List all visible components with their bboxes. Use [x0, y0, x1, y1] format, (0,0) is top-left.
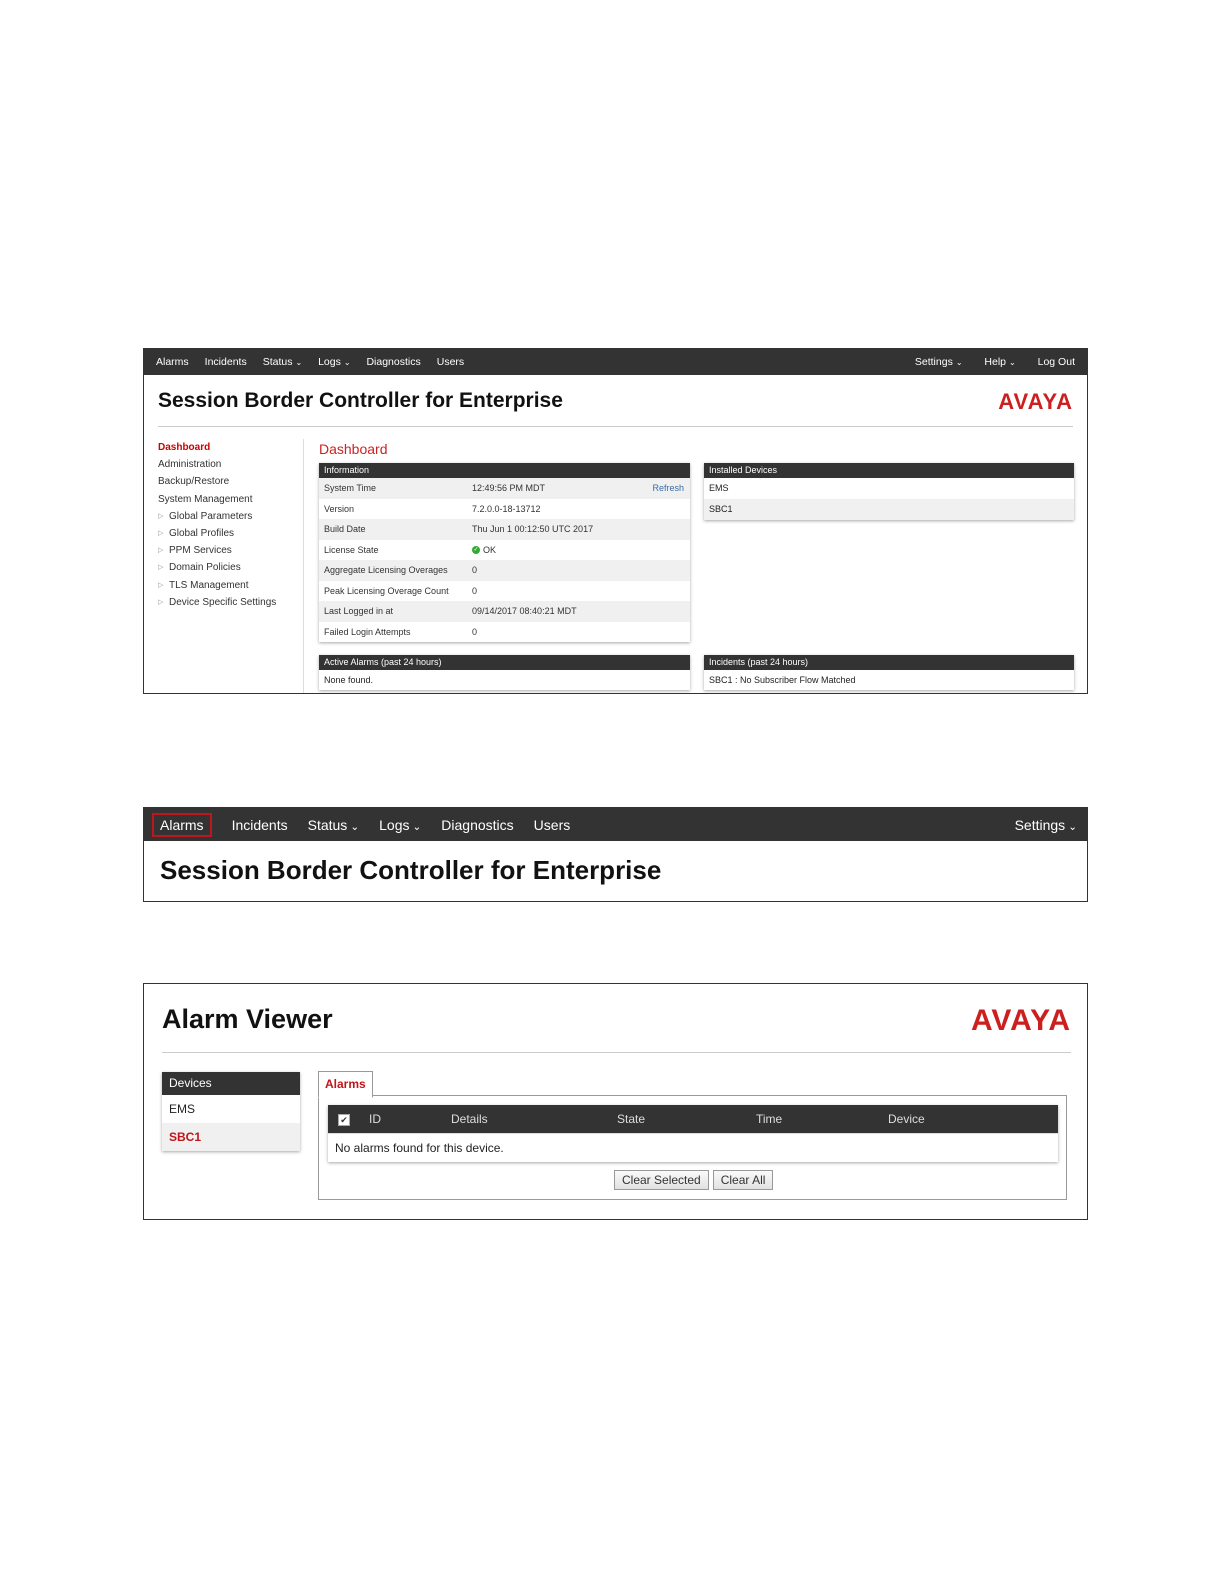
sidebar-item-global-parameters[interactable] — [158, 508, 302, 525]
info-value-wrap — [472, 581, 477, 602]
nav-label: Users — [533, 816, 571, 833]
expand-triangle-icon: ▷ — [158, 512, 164, 520]
info-row-version — [319, 499, 690, 520]
nav-label: Logs — [318, 356, 341, 368]
nav-logs[interactable] — [379, 817, 421, 833]
devices-heading: Devices — [162, 1072, 300, 1095]
info-key: License State — [324, 544, 379, 555]
info-value: 09/14/2017 08:40:21 MDT — [472, 606, 577, 616]
clear-selected-button[interactable]: Clear Selected — [614, 1170, 709, 1190]
sidebar-item-device-specific-settings[interactable] — [158, 594, 302, 611]
info-row-failed-login-attempts — [319, 622, 690, 643]
sidebar-item-administration[interactable] — [158, 456, 302, 473]
app-title: Session Border Controller for Enterprise — [160, 855, 662, 885]
info-value: 0 — [472, 585, 478, 596]
sidebar-item-backup-restore[interactable] — [158, 473, 302, 490]
sidebar-item-label: System Management — [158, 493, 253, 505]
dashboard-screenshot — [143, 348, 1088, 694]
sidebar-item-domain-policies[interactable] — [158, 559, 302, 576]
avaya-logo: AVAYA — [998, 389, 1073, 414]
nav-diagnostics[interactable] — [366, 356, 420, 368]
nav-logs[interactable] — [318, 356, 350, 368]
expand-triangle-icon: ▷ — [158, 529, 164, 537]
chevron-down-icon: ⌄ — [350, 820, 360, 833]
nav-label: Incidents — [204, 356, 247, 368]
nav-log-out[interactable] — [1038, 356, 1075, 368]
nav-status[interactable] — [263, 356, 302, 368]
info-row-peak-licensing-overage-count — [319, 581, 690, 602]
expand-triangle-icon: ▷ — [158, 547, 164, 555]
nav-label: Incidents — [231, 816, 288, 833]
column-device[interactable]: Device — [888, 1112, 925, 1126]
top-nav-bar — [144, 349, 1087, 375]
installed-device-item[interactable]: EMS — [709, 483, 729, 493]
info-row-aggregate-licensing-overages — [319, 560, 690, 581]
active-alarms-panel — [319, 655, 690, 690]
select-all-checkbox[interactable]: ✔ — [338, 1105, 350, 1133]
chevron-down-icon: ⌄ — [1068, 820, 1077, 833]
info-key: Peak Licensing Overage Count — [324, 585, 449, 596]
column-time[interactable]: Time — [756, 1112, 783, 1126]
info-value-wrap — [472, 540, 496, 561]
nav-label: Log Out — [1037, 356, 1075, 368]
refresh-link[interactable]: Refresh — [652, 483, 684, 493]
nav-incidents[interactable] — [232, 817, 288, 833]
sidebar-item-label: Backup/Restore — [158, 476, 230, 488]
info-value-wrap — [472, 519, 593, 540]
info-value: Thu Jun 1 00:12:50 UTC 2017 — [472, 524, 594, 534]
sidebar-nav — [158, 439, 302, 611]
nav-label: Diagnostics — [366, 356, 421, 368]
nav-help[interactable] — [984, 356, 1015, 368]
info-key: Last Logged in at — [324, 606, 394, 616]
info-value: 7.2.0.0-18-13712 — [472, 503, 541, 514]
info-row-system-time — [319, 478, 690, 499]
tab-alarms[interactable]: Alarms — [318, 1071, 373, 1098]
device-item-sbc1[interactable]: SBC1 — [162, 1123, 300, 1151]
nav-label: Status — [307, 816, 348, 833]
nav-diagnostics[interactable] — [441, 817, 513, 833]
info-value-wrap — [472, 601, 577, 622]
app-title: Session Border Controller for Enterprise — [158, 389, 563, 412]
sidebar-item-ppm-services[interactable] — [158, 542, 302, 559]
nav-users[interactable] — [534, 817, 571, 833]
sidebar-item-label: TLS Management — [169, 579, 249, 591]
incidents-text: SBC1 : No Subscriber Flow Matched — [709, 675, 856, 685]
alarm-viewer-screenshot — [143, 983, 1088, 1220]
alarms-table-header — [328, 1105, 1058, 1133]
info-value-wrap — [472, 622, 477, 643]
sidebar-item-label: Dashboard — [158, 442, 211, 453]
active-alarms-heading: Active Alarms (past 24 hours) — [319, 655, 690, 670]
sidebar-item-label: Domain Policies — [169, 562, 241, 574]
top-nav-bar — [144, 808, 1087, 841]
sidebar-item-label: Global Parameters — [169, 510, 253, 522]
column-id[interactable]: ID — [369, 1112, 381, 1126]
sidebar-divider — [303, 439, 304, 693]
nav-incidents[interactable] — [205, 356, 247, 368]
nav-status[interactable] — [308, 817, 360, 833]
info-key: Version — [324, 503, 355, 514]
sidebar-item-global-profiles[interactable] — [158, 525, 302, 542]
active-alarms-text: None found. — [324, 675, 374, 685]
nav-settings[interactable] — [915, 356, 963, 368]
clear-all-button[interactable]: Clear All — [713, 1170, 774, 1190]
info-key: Build Date — [324, 524, 366, 534]
info-key: Failed Login Attempts — [324, 626, 411, 637]
information-panel — [319, 463, 690, 642]
nav-label: Settings — [914, 356, 953, 368]
expand-triangle-icon: ▷ — [158, 598, 164, 606]
chevron-down-icon: ⌄ — [412, 820, 422, 833]
chevron-down-icon: ⌄ — [295, 358, 303, 367]
expand-triangle-icon: ▷ — [158, 581, 164, 589]
installed-device-item[interactable]: SBC1 — [704, 499, 1074, 520]
alarm-viewer-title: Alarm Viewer — [162, 1004, 333, 1034]
page-title: Dashboard — [319, 441, 388, 457]
info-row-license-state — [319, 540, 690, 561]
info-value: 0 — [472, 626, 478, 637]
sidebar-item-tls-management[interactable] — [158, 577, 302, 594]
incidents-heading: Incidents (past 24 hours) — [704, 655, 1074, 670]
information-panel-heading: Information — [319, 463, 690, 478]
info-value-wrap — [472, 478, 545, 499]
alarms-menu-screenshot — [143, 807, 1088, 902]
check-circle-icon: ✓ — [473, 547, 479, 554]
expand-triangle-icon: ▷ — [158, 564, 164, 572]
sidebar-item-system-management[interactable] — [158, 491, 302, 508]
nav-label: Alarms — [156, 356, 189, 368]
sidebar-item-label: PPM Services — [169, 545, 232, 557]
nav-label: Settings — [1014, 816, 1066, 833]
sidebar-item-label: Administration — [158, 459, 222, 471]
chevron-down-icon: ⌄ — [955, 358, 963, 367]
nav-settings[interactable] — [1015, 817, 1077, 833]
installed-devices-heading: Installed Devices — [704, 463, 1074, 478]
nav-alarms[interactable] — [156, 356, 189, 368]
installed-devices-panel — [704, 463, 1074, 520]
info-value: OK — [483, 544, 497, 555]
chevron-down-icon: ⌄ — [343, 358, 351, 367]
nav-label: Help — [984, 356, 1007, 368]
nav-users[interactable] — [437, 356, 464, 368]
table-actions — [614, 1170, 773, 1190]
info-value-wrap — [472, 560, 477, 581]
nav-alarms[interactable] — [152, 813, 212, 837]
info-key: System Time — [324, 483, 377, 493]
divider — [158, 426, 1073, 427]
devices-panel — [162, 1072, 300, 1151]
info-row-last-logged-in-at — [319, 601, 690, 622]
sidebar-item-label: Global Profiles — [169, 527, 235, 539]
info-value-wrap — [472, 499, 541, 520]
nav-label: Users — [436, 356, 465, 368]
column-state[interactable]: State — [617, 1112, 646, 1126]
avaya-logo: AVAYA — [970, 1004, 1071, 1037]
sidebar-item-label: Device Specific Settings — [169, 596, 277, 608]
incidents-panel — [704, 655, 1074, 690]
divider — [162, 1052, 1071, 1053]
nav-label: Alarms — [160, 816, 204, 833]
info-value: 12:49:56 PM MDT — [472, 483, 546, 493]
nav-label: Status — [262, 356, 293, 368]
nav-label: Diagnostics — [441, 816, 514, 833]
sidebar-item-dashboard[interactable] — [158, 439, 302, 456]
empty-table-message: No alarms found for this device. — [328, 1133, 1058, 1162]
info-key: Aggregate Licensing Overages — [324, 565, 448, 575]
device-item-ems[interactable]: EMS — [169, 1102, 196, 1116]
alarms-table — [328, 1105, 1058, 1162]
chevron-down-icon: ⌄ — [1009, 358, 1016, 367]
info-value: 0 — [472, 565, 478, 575]
info-row-build-date — [319, 519, 690, 540]
nav-label: Logs — [379, 816, 410, 833]
column-details[interactable]: Details — [451, 1112, 488, 1126]
